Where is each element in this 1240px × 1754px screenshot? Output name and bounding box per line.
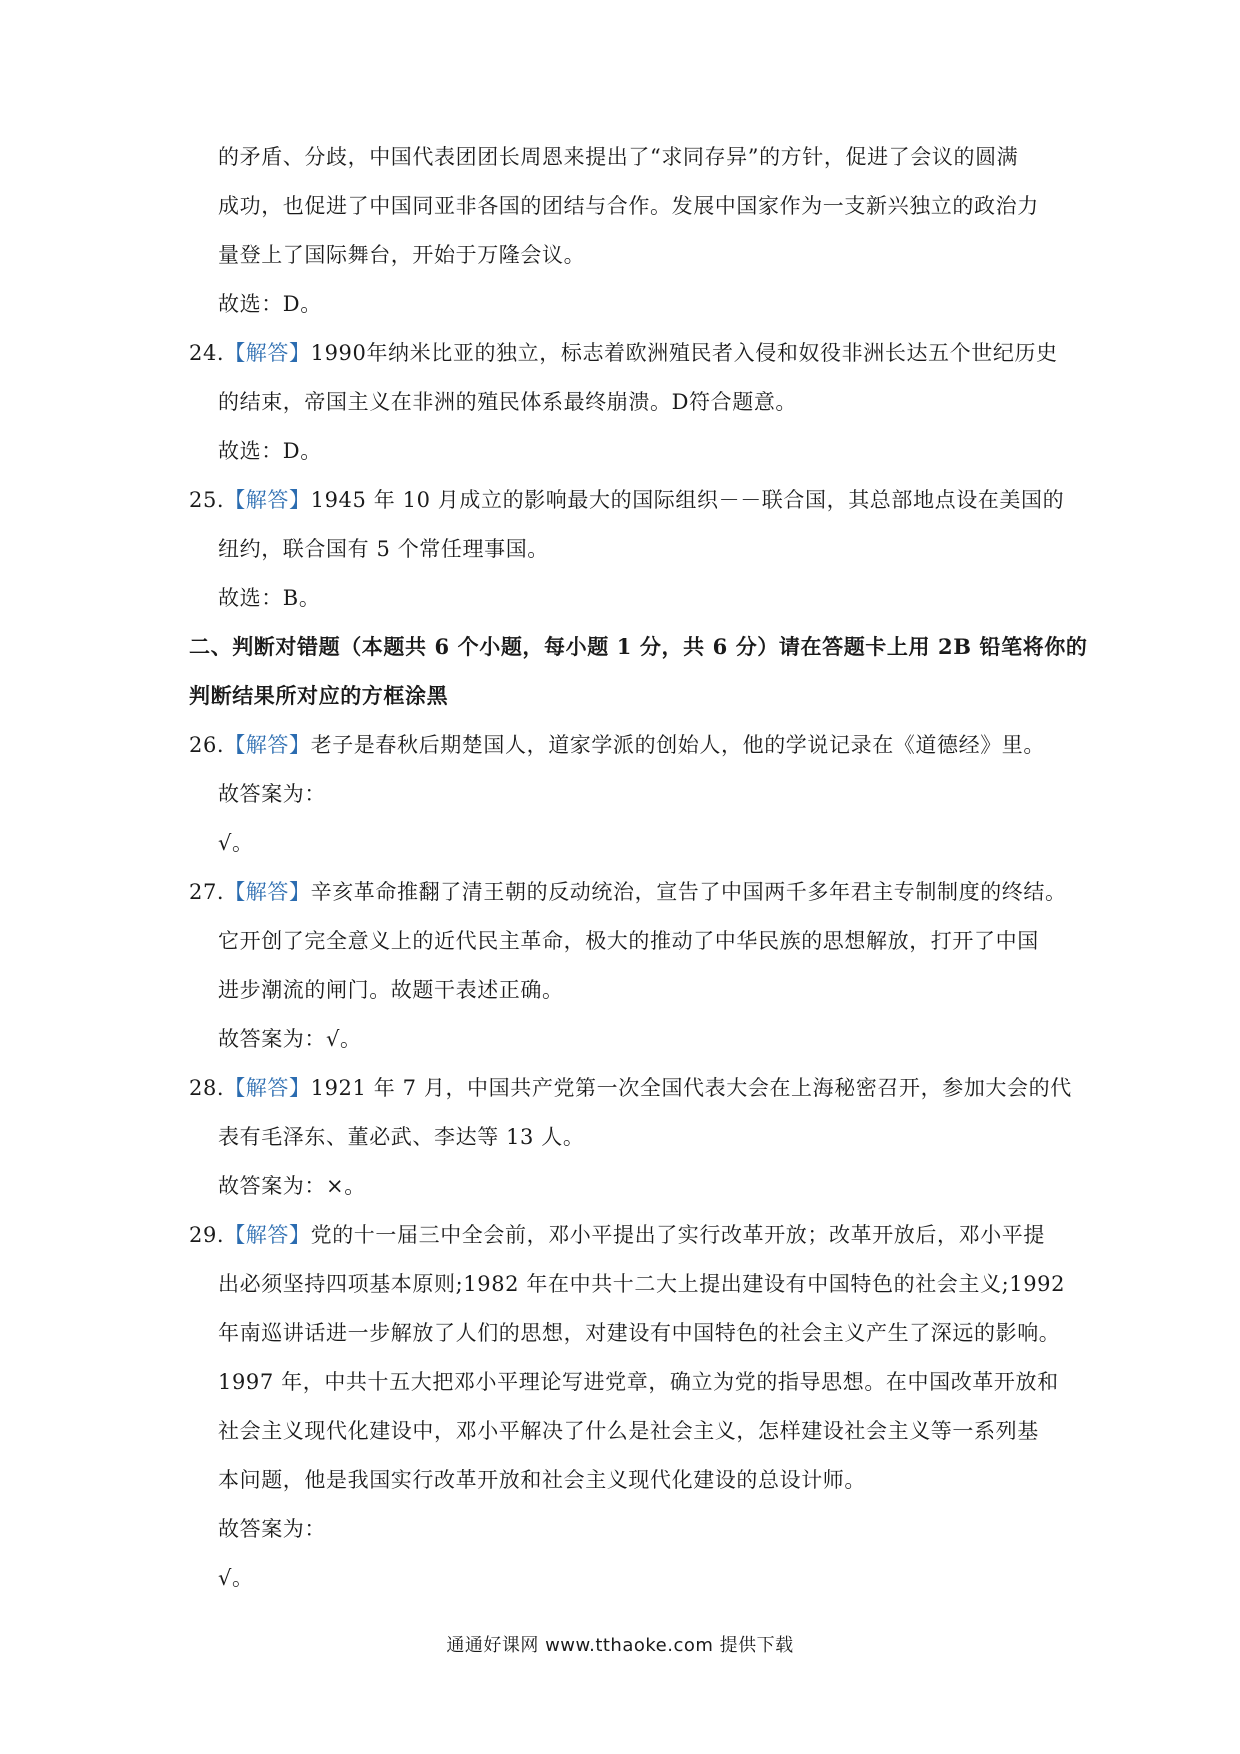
item-number: 29. [189, 1223, 225, 1247]
paragraph-line: 它开创了完全意义上的近代民主革命，极大的推动了中华民族的思想解放，打开了中国 [218, 929, 1039, 953]
answer-mark: √。 [218, 831, 254, 855]
page-footer: 通通好课网 www.tthaoke.com 提供下载 [446, 1635, 794, 1656]
answer-result: 故答案为：×。 [218, 1174, 366, 1198]
answer-tag: 【解答】 [224, 880, 311, 904]
answer-item-26 [189, 730, 1045, 760]
answer-tag: 【解答】 [224, 341, 311, 365]
answer-tag: 【解答】 [224, 1076, 311, 1100]
answer-result: 故选：D。 [218, 439, 322, 463]
answer-text: 1990年纳米比亚的独立，标志着欧洲殖民者入侵和奴役非洲长达五个世纪历史 [310, 341, 1058, 365]
answer-tag: 【解答】 [224, 733, 311, 757]
answer-result: 故答案为：√。 [218, 1027, 362, 1051]
paragraph-line: 出必须坚持四项基本原则;1982 年在中共十二大上提出建设有中国特色的社会主义;1992 [218, 1272, 1066, 1296]
answer-item-27 [189, 877, 1067, 907]
paragraph-line: 成功，也促进了中国同亚非各国的团结与合作。发展中国家作为一支新兴独立的政治力 [218, 194, 1039, 218]
item-number: 24. [189, 341, 225, 365]
paragraph-line: 的矛盾、分歧，中国代表团团长周恩来提出了“求同存异”的方针，促进了会议的圆满 [218, 145, 1019, 169]
answer-tag: 【解答】 [224, 1223, 311, 1247]
paragraph-line: 进步潮流的闸门。故题干表述正确。 [218, 978, 564, 1002]
paragraph-line: 纽约，联合国有 5 个常任理事国。 [218, 537, 549, 561]
item-number: 28. [189, 1076, 225, 1100]
answer-text: 党的十一届三中全会前，邓小平提出了实行改革开放；改革开放后，邓小平提 [310, 1223, 1046, 1247]
answer-text: 老子是春秋后期楚国人，道家学派的创始人，他的学说记录在《道德经》里。 [310, 733, 1046, 757]
answer-result: 故选：D。 [218, 292, 322, 316]
item-number: 26. [189, 733, 225, 757]
answer-item-24 [189, 338, 1058, 368]
section-heading-cont: 判断结果所对应的方框涂黑 [189, 683, 449, 708]
paragraph-line: 1997 年，中共十五大把邓小平理论写进党章，确立为党的指导思想。在中国改革开放和 [218, 1370, 1059, 1394]
paragraph-line: 本问题，他是我国实行改革开放和社会主义现代化建设的总设计师。 [218, 1468, 866, 1492]
answer-item-28 [189, 1073, 1072, 1103]
answer-item-29 [189, 1220, 1045, 1250]
paragraph-line: 表有毛泽东、董必武、李达等 13 人。 [218, 1125, 585, 1149]
answer-result: 故选：B。 [218, 586, 321, 610]
paragraph-line: 量登上了国际舞台，开始于万隆会议。 [218, 243, 586, 267]
paragraph-line: 年南巡讲话进一步解放了人们的思想，对建设有中国特色的社会主义产生了深远的影响。 [218, 1321, 1061, 1345]
paragraph-line: 的结束，帝国主义在非洲的殖民体系最终崩溃。D符合题意。 [218, 390, 798, 414]
answer-item-25 [189, 485, 1064, 515]
answer-result: 故答案为： [218, 1517, 326, 1541]
section-heading: 二、判断对错题（本题共 6 个小题，每小题 1 分，共 6 分）请在答题卡上用 2B 铅笔将你的 [189, 634, 1088, 659]
item-number: 27. [189, 880, 225, 904]
paragraph-line: 社会主义现代化建设中，邓小平解决了什么是社会主义，怎样建设社会主义等一系列基 [218, 1419, 1039, 1443]
answer-text: 辛亥革命推翻了清王朝的反动统治，宣告了中国两千多年君主专制制度的终结。 [310, 880, 1067, 904]
answer-tag: 【解答】 [224, 488, 311, 512]
answer-result: 故答案为： [218, 782, 326, 806]
answer-text: 1945 年 10 月成立的影响最大的国际组织－－联合国，其总部地点设在美国的 [310, 488, 1065, 512]
answer-mark: √。 [218, 1566, 254, 1590]
answer-text: 1921 年 7 月，中国共产党第一次全国代表大会在上海秘密召开，参加大会的代 [310, 1076, 1072, 1100]
item-number: 25. [189, 488, 225, 512]
